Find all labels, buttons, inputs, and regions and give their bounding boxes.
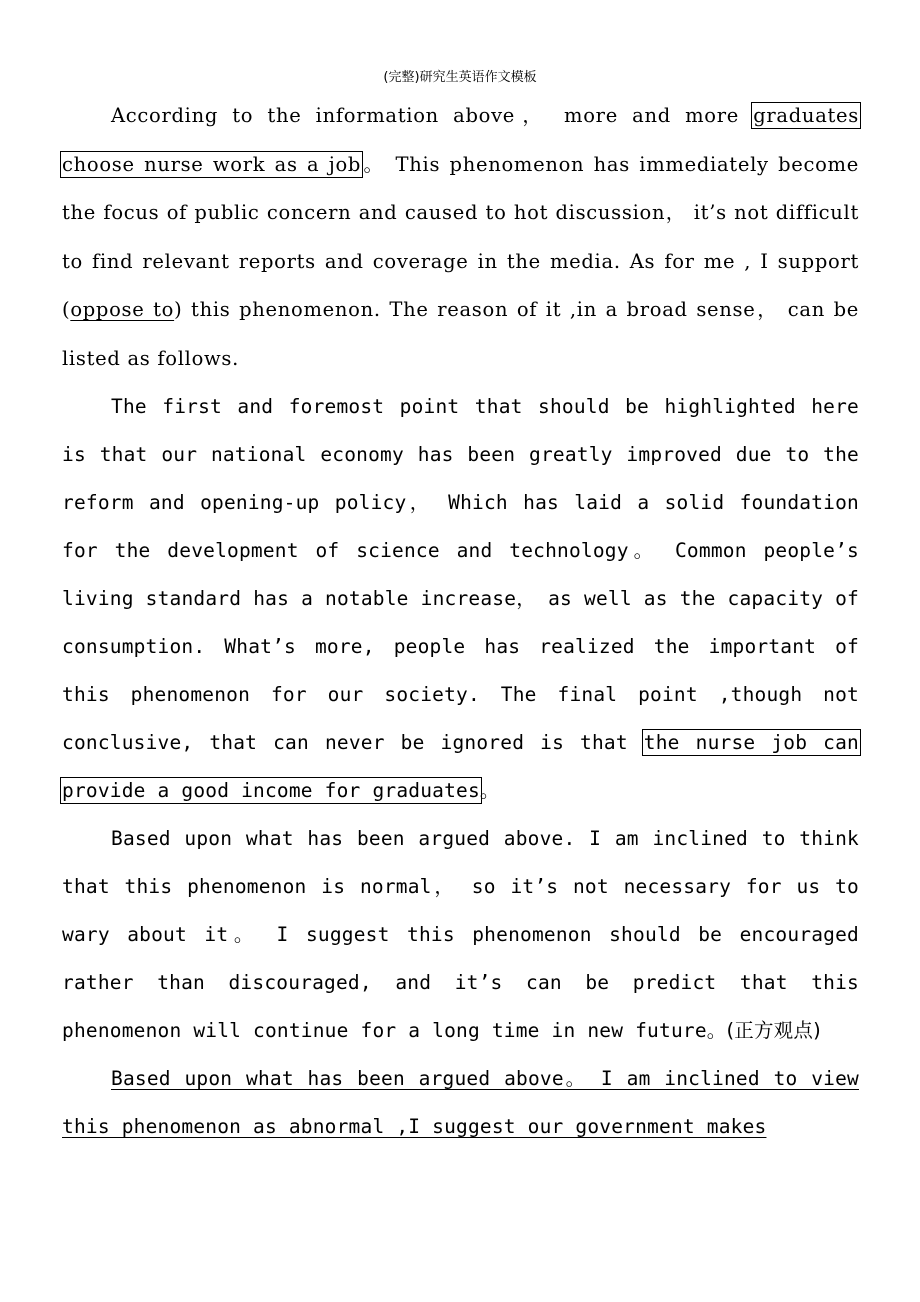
intro-text-1: According to the information above， more and more [111, 104, 754, 127]
paragraph-conclusion-negative [62, 1055, 859, 1151]
paragraph-reasons [62, 383, 859, 815]
reasons-text: The first and foremost point that should be highlighted here is that our national economy has been greatly improved due to the reform and opening-up policy， Which has laid a solid foundation for the development of science and technology。 Common people’s living standard has a notable increase， as well as the capacity of consumption. What’s more, people has realized the important of this phenomenon for our society. The final point ,though not conclusive, that can never be ignored is that [62, 395, 859, 754]
conclusion-negative-text: Based upon what has been argued above。 I am inclined to view this phenomenon as abnormal ,I suggest our government makes [62, 1067, 859, 1138]
boxed-reason: the nurse job can provide a good income for graduates [62, 731, 859, 802]
boxed-topic: graduates choose nurse work as a job [62, 104, 859, 176]
positive-view-label: (正方观点) [726, 1019, 821, 1042]
paragraph-intro [62, 92, 859, 383]
intro-text-3: ) this phenomenon. The reason of it ,in a broad sense， can be listed as follows. [62, 298, 859, 370]
intro-text-2: 。 This phenomenon has immediately become the focus of public concern and caused to hot discussion， it’s not difficult to find relevant reports and coverage in the media. As for me , I support ( [62, 152, 859, 321]
oppose-option: oppose to [70, 298, 175, 321]
conclusion-positive-text: Based upon what has been argued above. I am inclined to think that this phenomenon is normal， so it’s not necessary for us to wary about it。 I suggest this phenomenon should be encouraged rather than discouraged, and it’s can be predict that this phenomenon will continue for a long time in new future。 [62, 827, 859, 1042]
reasons-end: 。 [479, 779, 500, 802]
paragraph-conclusion-positive [62, 815, 859, 1055]
essay-body [62, 92, 859, 1151]
page-header: (完整)研究生英语作文模板 [383, 70, 537, 85]
